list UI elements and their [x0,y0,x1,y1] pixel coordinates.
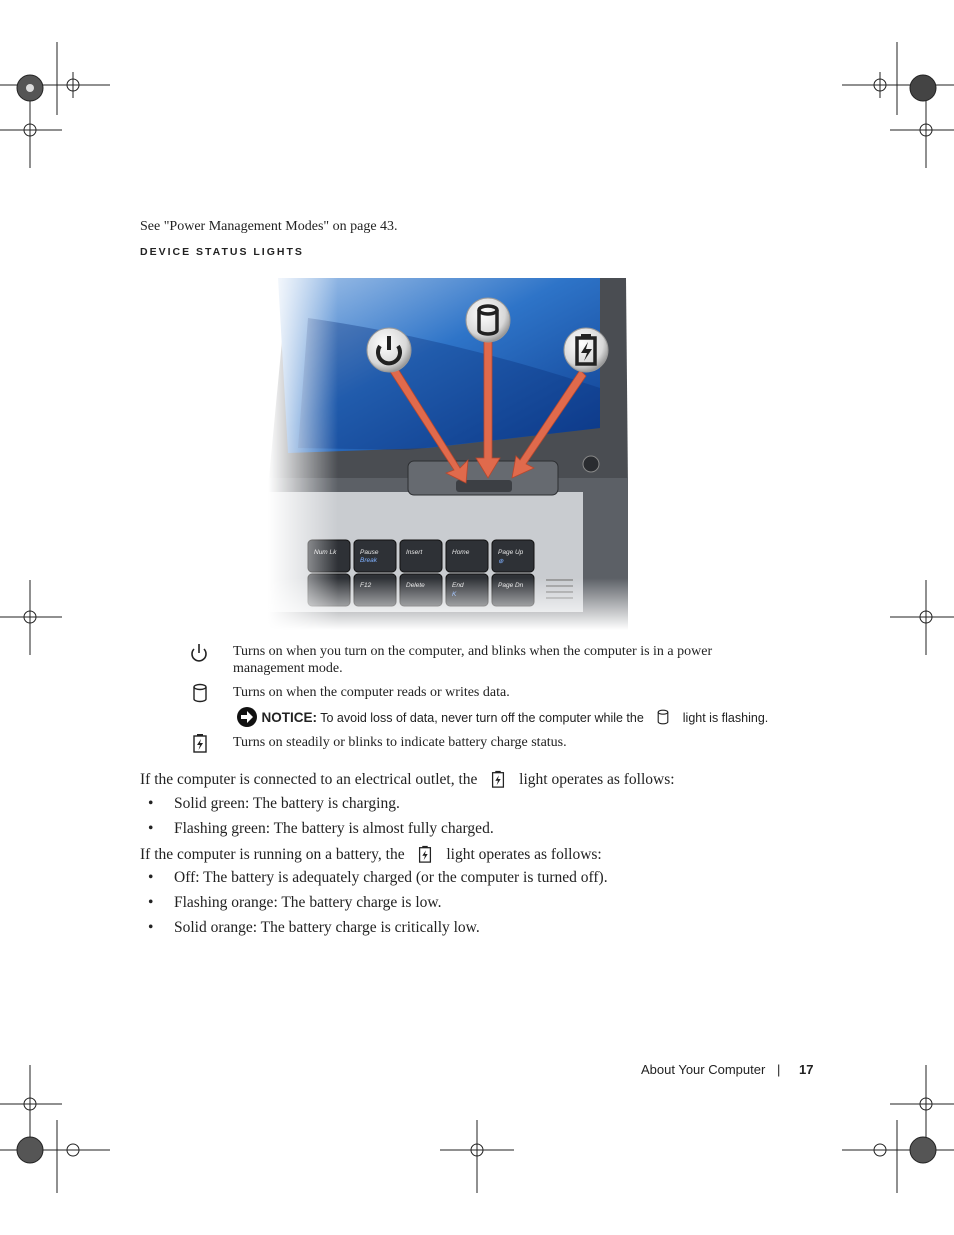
hard-drive-icon [190,683,210,703]
battery-paragraph-after: light operates as follows: [446,846,602,863]
intro-text: See "Power Management Modes" on page 43. [140,219,398,234]
arrow-right-icon [236,707,258,727]
laptop-status-lights-photo [268,278,628,630]
list-item-text: Solid green: The battery is charging. [174,795,400,812]
photo-key-label: Home [452,549,470,556]
callout-power-icon [367,328,411,372]
list-item-text: Flashing green: The battery is almost fully charged. [174,820,494,837]
outlet-paragraph [140,769,675,789]
hard-drive-icon [655,708,671,726]
list-item [148,869,608,887]
legend-power-text-line2: management mode. [233,661,343,676]
list-item [148,919,480,937]
bullet: • [148,869,154,886]
callout-hard-drive-icon [466,298,510,342]
battery-paragraph [140,844,602,864]
list-item-text: Flashing orange: The battery charge is low. [174,894,442,911]
footer-separator: | [777,1062,781,1077]
battery-icon [416,844,434,864]
bullet: • [148,820,154,837]
notice-text-before: To avoid loss of data, never turn off the computer while the [320,711,644,725]
battery-paragraph-before: If the computer is running on a battery, the [140,846,405,863]
callout-battery-icon [564,328,608,372]
photo-key-label: Pause [360,549,379,556]
notice [236,707,768,727]
list-item-text: Solid orange: The battery charge is critically low. [174,919,480,936]
section-heading: DEVICE STATUS LIGHTS [140,246,304,258]
photo-key-label: Break [360,557,377,564]
list-item [148,820,494,838]
battery-icon [190,733,210,753]
footer-section: About Your Computer [641,1062,766,1077]
page-number: 17 [799,1062,814,1077]
legend-hard-drive-text: Turns on when the computer reads or writes data. [233,685,510,700]
outlet-paragraph-before: If the computer is connected to an electrical outlet, the [140,771,478,788]
bullet: • [148,795,154,812]
legend-power-text-line1: Turns on when you turn on the computer, and blinks when the computer is in a power [233,644,713,659]
bullet: • [148,919,154,936]
list-item [148,894,441,912]
legend-battery-text: Turns on steadily or blinks to indicate battery charge status. [233,735,567,750]
list-item-text: Off: The battery is adequately charged (or the computer is turned off). [174,869,608,886]
battery-icon [489,769,507,789]
photo-key-label: Insert [406,549,423,556]
outlet-paragraph-after: light operates as follows: [519,771,675,788]
photo-key-label: Page Up [498,549,524,556]
photo-key-label: ⊕ [498,558,504,565]
bullet: • [148,894,154,911]
list-item [148,795,400,813]
notice-text-after: light is flashing. [682,711,769,725]
power-icon [189,643,209,663]
notice-label: NOTICE: [261,710,317,725]
